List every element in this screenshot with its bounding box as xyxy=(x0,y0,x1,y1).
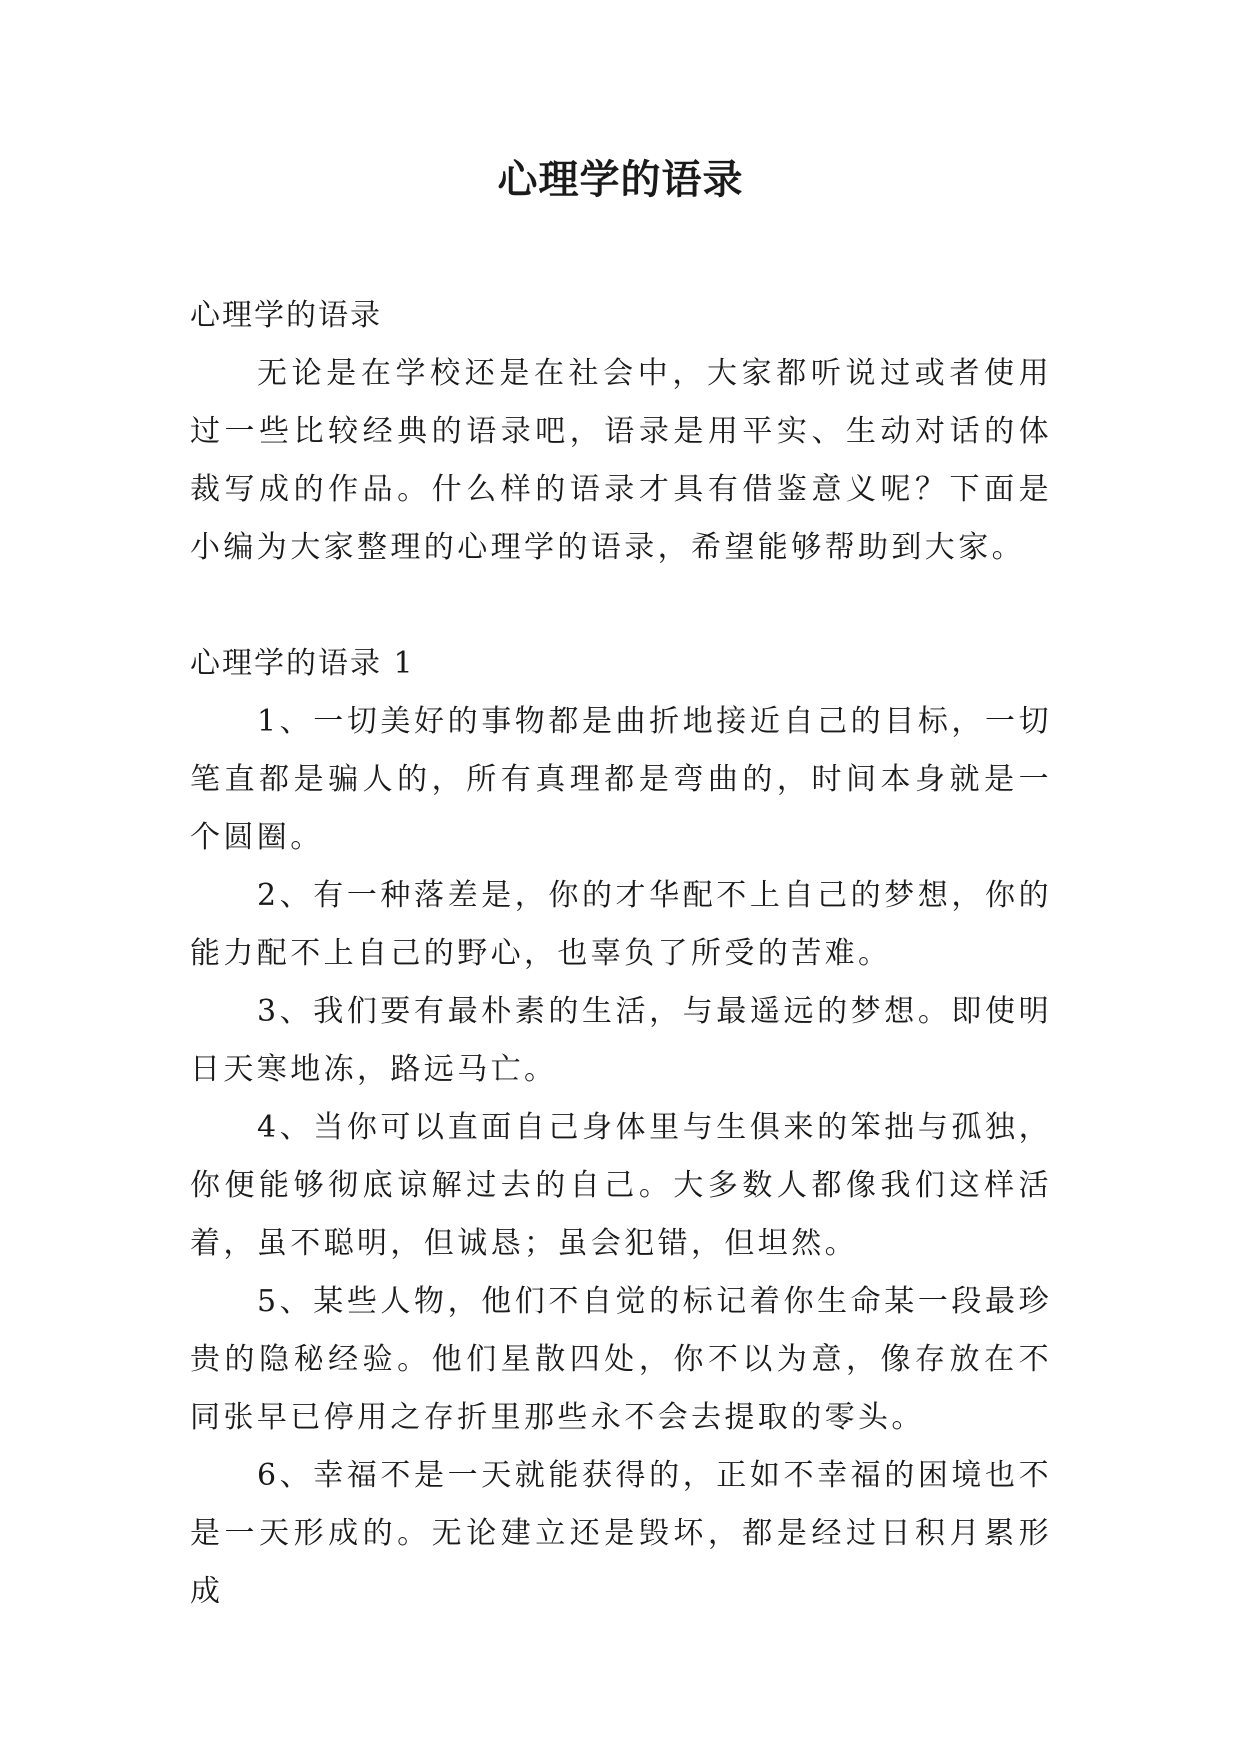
quote-item-5: 5、某些人物，他们不自觉的标记着你生命某一段最珍贵的隐秘经验。他们星散四处，你不以为意，像存放在不同张早已停用之存折里那些永不会去提取的零头。 xyxy=(190,1284,1052,1435)
quote-item-3: 3、我们要有最朴素的生活，与最遥远的梦想。即使明日天寒地冻，路远马亡。 xyxy=(190,994,1052,1087)
quote-item-4: 4、当你可以直面自己身体里与生俱来的笨拙与孤独，你便能够彻底谅解过去的自己。大多数人都像我们这样活着，虽不聪明，但诚恳；虽会犯错，但坦然。 xyxy=(190,1110,1052,1261)
document-body xyxy=(190,287,1052,1621)
intro-heading: 心理学的语录 xyxy=(190,298,382,333)
quote-item-2: 2、有一种落差是，你的才华配不上自己的梦想，你的能力配不上自己的野心，也辜负了所受的苦难。 xyxy=(190,878,1052,971)
quote-item-1: 1、一切美好的事物都是曲折地接近自己的目标，一切笔直都是骗人的，所有真理都是弯曲的，时间本身就是一个圆圈。 xyxy=(190,704,1052,855)
quote-item-6: 6、幸福不是一天就能获得的，正如不幸福的困境也不是一天形成的。无论建立还是毁坏，都是经过日积月累形成 xyxy=(190,1458,1052,1609)
section-heading: 心理学的语录 1 xyxy=(190,646,415,681)
intro-paragraph: 无论是在学校还是在社会中，大家都听说过或者使用过一些比较经典的语录吧，语录是用平实、生动对话的体裁写成的作品。什么样的语录才具有借鉴意义呢？下面是小编为大家整理的心理学的语录，希望能够帮助到大家。 xyxy=(190,356,1052,565)
page-title: 心理学的语录 xyxy=(497,157,744,203)
paragraph-spacer xyxy=(190,577,1052,635)
